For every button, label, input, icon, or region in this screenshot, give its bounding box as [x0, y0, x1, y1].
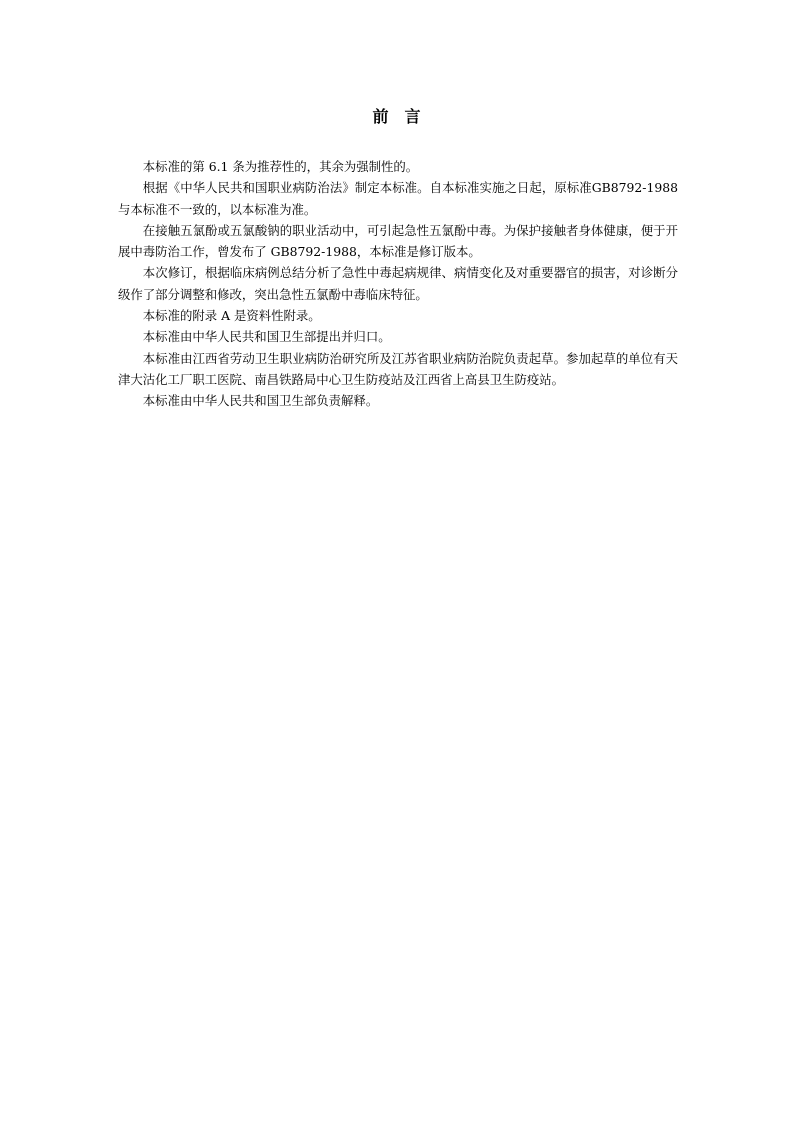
paragraph-appendix: 本标准的附录 A 是资料性附录。 — [142, 308, 321, 324]
paragraph-recommended-clause: 本标准的第 6.1 条为推荐性的，其余为强制性的。 — [142, 159, 419, 174]
paragraph-interpretation: 本标准由中华人民共和国卫生部负责解释。 — [142, 393, 379, 409]
paragraph-legal-basis: 根据《中华人民共和国职业病防治法》制定本标准。自本标准实施之日起，原标准GB8792-1988 与本标准不一致的，以本标准为准。 — [118, 180, 678, 217]
foreword-body — [118, 156, 678, 412]
paragraph-drafters: 本标准由江西省劳动卫生职业病防治研究所及江苏省职业病防治院负责起草。参加起草的单位有天津大沽化工厂职工医院、南昌铁路局中心卫生防疫站及江西省上高县卫生防疫站。 — [118, 350, 678, 387]
paragraph-proposer: 本标准由中华人民共和国卫生部提出并归口。 — [142, 329, 391, 345]
paragraph-revision: 本次修订，根据临床病例总结分析了急性中毒起病规律、病情变化及对重要器官的损害，对诊断分级作了部分调整和修改，突出急性五氯酚中毒临床特征。 — [118, 265, 678, 302]
page-title: 前 言 — [372, 107, 421, 126]
paragraph-purpose: 在接触五氯酚或五氯酸钠的职业活动中，可引起急性五氯酚中毒。为保护接触者身体健康，便于开展中毒防治工作，曾发布了 GB8792-1988，本标准是修订版本。 — [118, 222, 678, 260]
